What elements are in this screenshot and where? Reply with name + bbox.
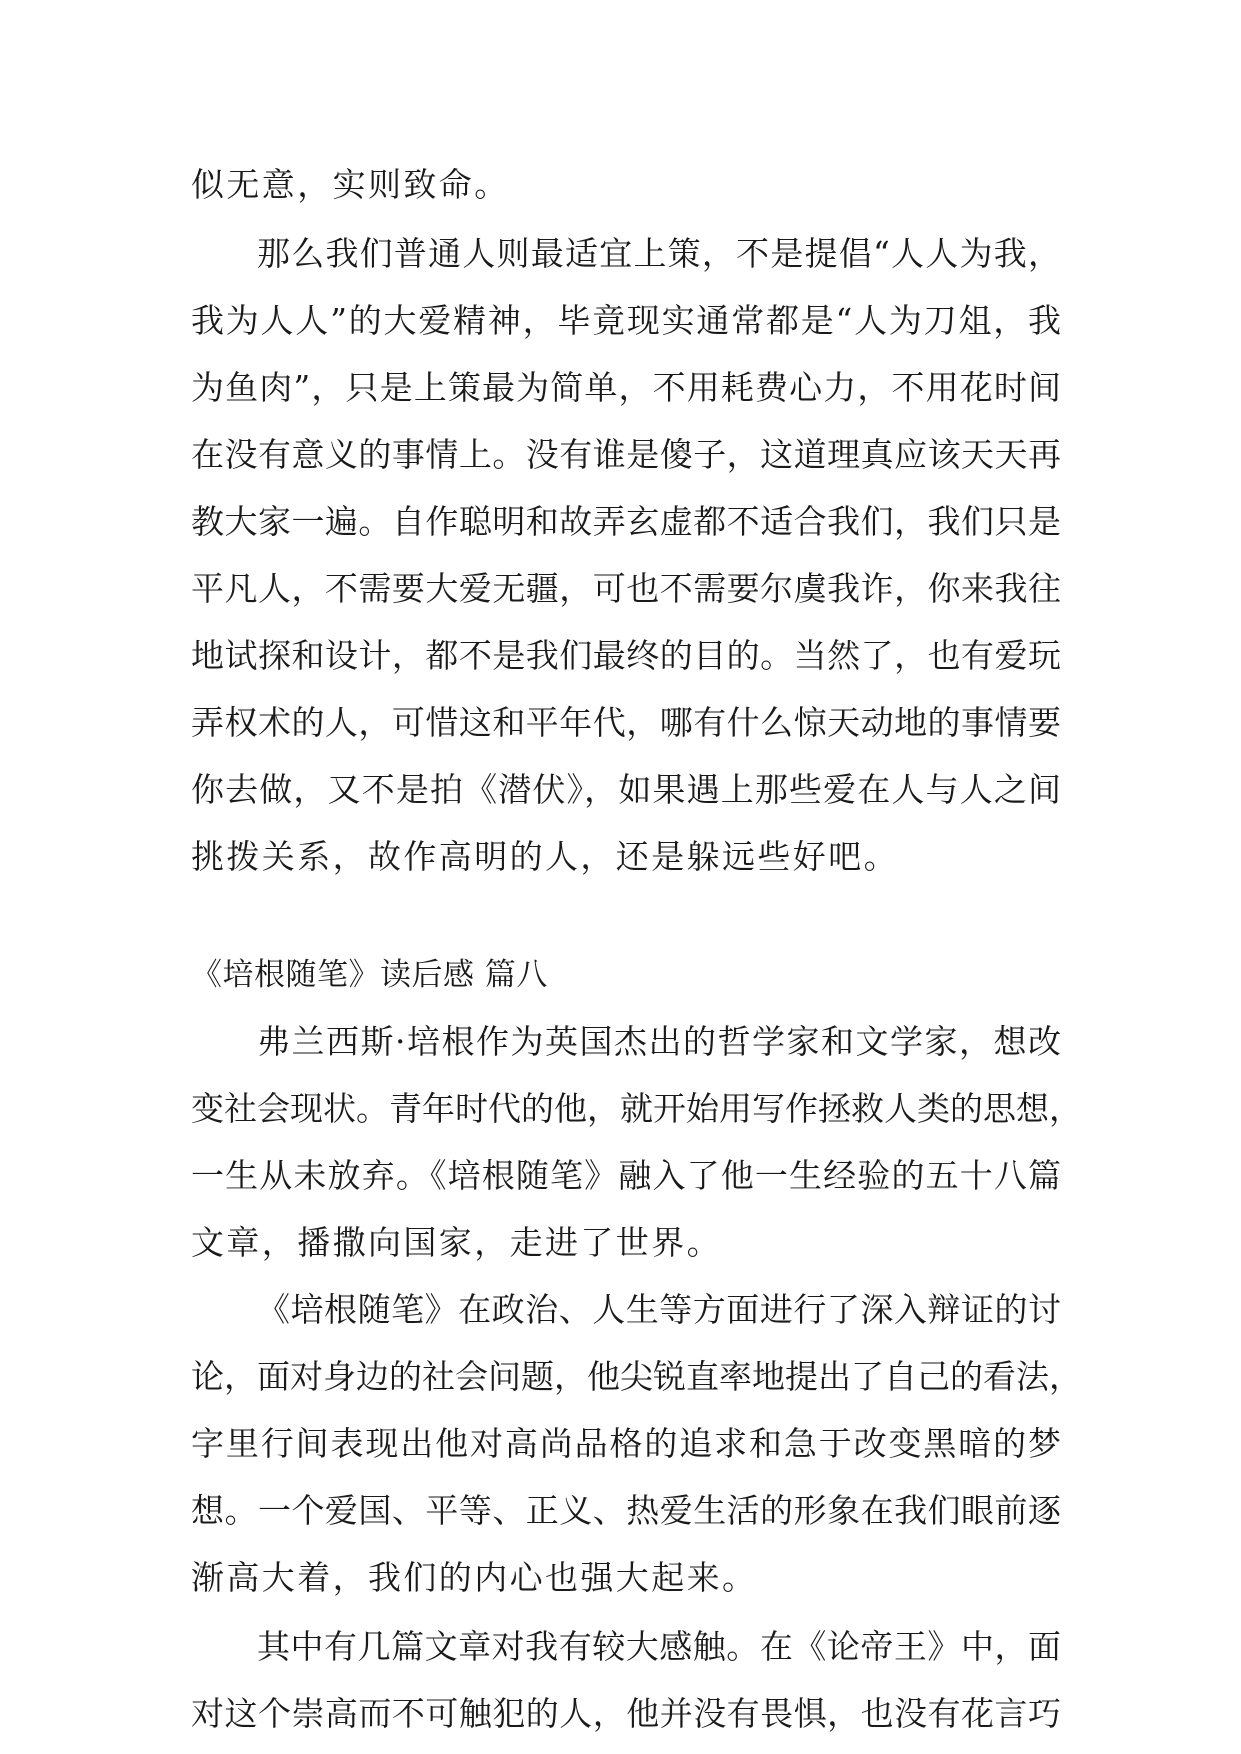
text-line: 文章，播撒向国家，走进了世界。: [191, 1223, 722, 1262]
text-line: 一生从未放弃。《培根随笔》融入了他一生经验的五十八篇: [191, 1156, 1061, 1195]
text-line: 我为人人”的大爱精神，毕竟现实通常都是“人为刀俎，我: [191, 301, 1061, 340]
section-heading: 《培根随笔》读后感 篇八: [191, 957, 548, 993]
text-line: 弄权术的人，可惜这和平年代，哪有什么惊天动地的事情要: [191, 703, 1061, 742]
text-line: 渐高大着，我们的内心也强大起来。: [191, 1558, 758, 1597]
text-line: 似无意，实则致命。: [191, 165, 510, 204]
text-line: 想。一个爱国、平等、正义、热爱生活的形象在我们眼前逐: [191, 1491, 1061, 1530]
text-line: 弗兰西斯·培根作为英国杰出的哲学家和文学家，想改: [257, 1022, 1061, 1061]
text-line: 教大家一遍。自作聪明和故弄玄虚都不适合我们，我们只是: [191, 502, 1061, 541]
text-line: 其中有几篇文章对我有较大感触。在《论帝王》中，面: [257, 1627, 1061, 1666]
text-line: 挑拨关系，故作高明的人，还是躲远些好吧。: [191, 837, 899, 876]
text-line: 为鱼肉”，只是上策最为简单，不用耗费心力，不用花时间: [191, 368, 1061, 407]
text-line: 论，面对身边的社会问题，他尖锐直率地提出了自己的看法，: [191, 1357, 1082, 1396]
text-line: 那么我们普通人则最适宜上策，不是提倡“人人为我，: [257, 234, 1061, 273]
text-line: 字里行间表现出他对高尚品格的追求和急于改变黑暗的梦: [191, 1424, 1061, 1463]
text-line: 变社会现状。青年时代的他，就开始用写作拯救人类的思想，: [191, 1089, 1082, 1128]
text-line: 平凡人，不需要大爱无疆，可也不需要尔虞我诈，你来我往: [191, 569, 1061, 608]
text-line: 地试探和设计，都不是我们最终的目的。当然了，也有爱玩: [191, 636, 1061, 675]
text-line: 对这个崇高而不可触犯的人，他并没有畏惧，也没有花言巧: [191, 1694, 1061, 1733]
text-line: 在没有意义的事情上。没有谁是傻子，这道理真应该天天再: [191, 435, 1061, 474]
text-line: 《培根随笔》在政治、人生等方面进行了深入辩证的讨: [257, 1290, 1061, 1329]
text-line: 你去做，又不是拍《潜伏》，如果遇上那些爱在人与人之间: [191, 770, 1061, 809]
